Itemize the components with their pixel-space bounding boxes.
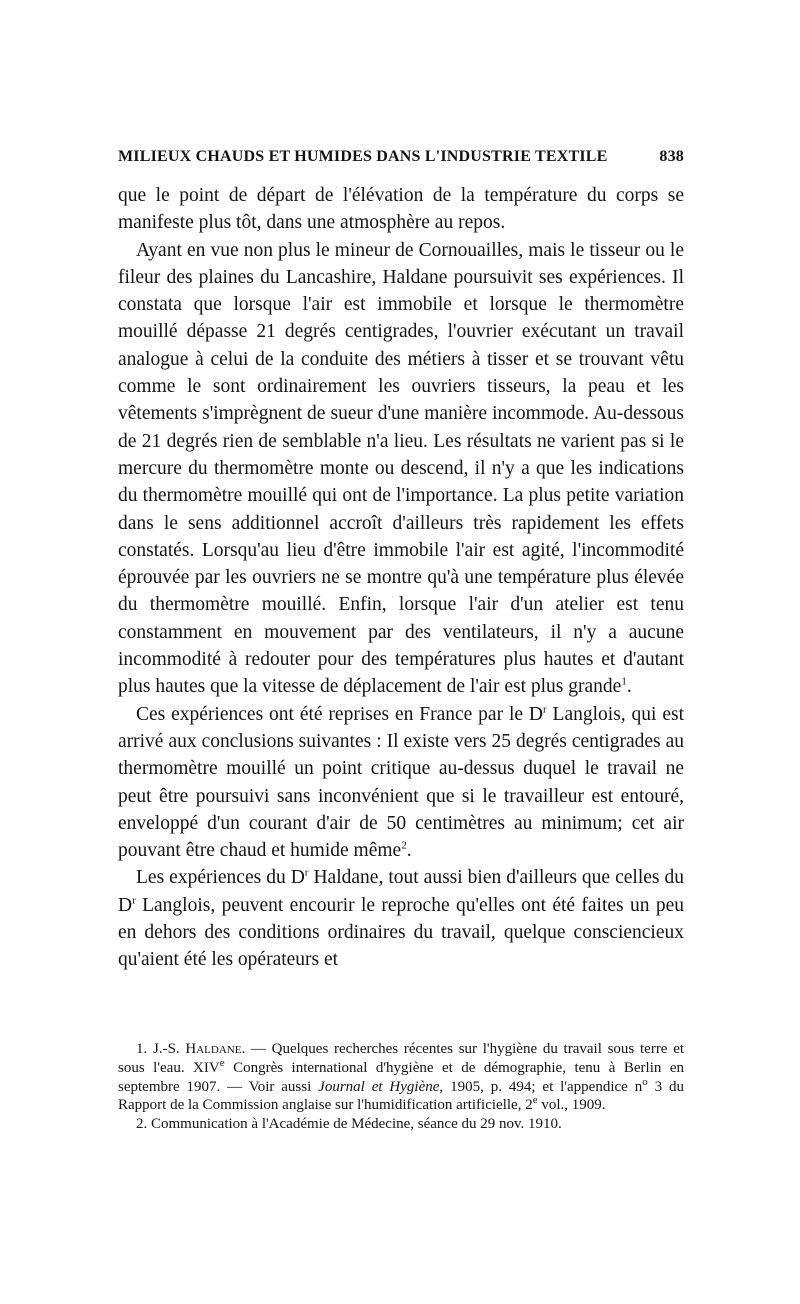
footnotes xyxy=(118,1040,684,1134)
doctor-abbrev-sup-1: r xyxy=(304,866,309,879)
paragraph-4 xyxy=(118,864,684,973)
doctor-abbrev-sup: r xyxy=(543,703,547,716)
footnote-ref-1: 1 xyxy=(621,675,627,688)
paragraph-3-text-b: Langlois, qui est arrivé aux conclusions suivantes : Il existe vers 25 degrés centigrades au thermomètre mouillé un point critique au-dessus duquel le travail ne peut être poursuivi sans inconvénient que si le travailleur est entouré, enveloppé d'un courant d'air de 50 centimètres au minimum; cet air pouvant être chaud et humide même xyxy=(118,703,685,862)
doctor-abbrev-sup-2: r xyxy=(132,894,136,907)
paragraph-2-text: Ayant en vue non plus le mineur de Cornouailles, mais le tisseur ou le fileur des plaines du Lancashire, Haldane poursuivit ses expériences. Il constata que lorsque l'air est immobile et lorsque le thermomètre mouillé dépasse 21 degrés centigrades, l'ouvrier exécutant un travail analogue à celui de la conduite des métiers à tisser et se trouvant vêtu comme le sont ordinairement les ouvriers tisseurs, la peau et les vêtements s'imprègnent de sueur d'une manière incommode. Au-dessous de 21 degrés rien de semblable n'a lieu. Les résultats ne varient pas si le mercure du thermomètre monte ou descend, il n'y a que les indications du thermomètre mouillé qui ont de l'importance. La plus petite variation dans le sens additionnel accroît d'ailleurs très rapidement les effets constatés. Lorsqu'au lieu d'être immobile l'air est agité, l'incommodité éprouvée par les ouvriers ne se montre qu'à une température plus élevée du thermomètre mouillé. Enfin, lorsque l'air d'un atelier est tenu constamment en mouvement par des ventilateurs, il n'y a aucune incommodité à redouter pour des températures plus hautes et d'autant plus hautes que la vitesse de déplacement de l'air est plus grande xyxy=(118,239,684,698)
footnote-1-dash: . — xyxy=(241,1041,272,1057)
footnote-1-text-4: 3 du Rapport de la Commission anglaise sur l'humidification artificielle, 2 xyxy=(118,1078,684,1114)
body-text xyxy=(118,182,684,974)
paragraph-4-text-c: Langlois, peuvent encourir le reproche qu'elles ont été faites un peu en dehors des conditions ordinaires du travail, quelque consciencieux qu'aient été les opérateurs et xyxy=(118,894,684,971)
paragraph-3-text-a: Ces expériences ont été reprises en France par le D xyxy=(136,703,543,725)
page-content xyxy=(118,148,684,974)
running-header xyxy=(118,148,684,172)
footnote-1-sup-2: o xyxy=(642,1075,648,1088)
page-number: 838 xyxy=(659,148,684,165)
paragraph-4-text-b: Haldane, tout aussi bien d'ailleurs que celles du D xyxy=(118,867,684,916)
footnote-1-sup-3: e xyxy=(532,1094,538,1107)
running-title: MILIEUX CHAUDS ET HUMIDES DANS L'INDUSTRIE TEXTILE xyxy=(118,148,608,165)
footnote-1-author: J.-S. Haldane xyxy=(152,1041,242,1057)
footnote-1-text-2: Congrès international d'hygiène et de démographie, tenu à Berlin en septembre 1907. — Voir aussi xyxy=(118,1059,684,1095)
footnote-2: 2. Communication à l'Académie de Médecine, séance du 29 nov. 1910. xyxy=(136,1116,562,1133)
footnote-ref-2: 2 xyxy=(401,839,407,852)
footnote-1-text-3: , 1905, p. 494; et l'appendice n xyxy=(439,1078,643,1095)
footnote-1-number: 1. xyxy=(136,1041,153,1057)
footnote-1-sup-1: e xyxy=(219,1056,225,1069)
footnote-1-journal: Journal et Hygiène xyxy=(318,1078,440,1095)
paragraph-3 xyxy=(118,701,684,865)
paragraph-4-text-a: Les expériences du D xyxy=(136,867,305,889)
footnote-1-text-5: vol., 1909. xyxy=(537,1097,606,1114)
footnote-1-text-1: Quelques recherches récentes sur l'hygiène du travail sous terre et sous l'eau. XIV xyxy=(118,1041,685,1076)
paragraph-2-end: . xyxy=(626,676,632,698)
paragraph-1: que le point de départ de l'élévation de la température du corps se manifeste plus tôt, dans une atmosphère au repos. xyxy=(118,185,684,234)
paragraph-2 xyxy=(118,237,684,701)
footnote-1 xyxy=(118,1040,684,1115)
paragraph-3-end: . xyxy=(406,840,412,862)
